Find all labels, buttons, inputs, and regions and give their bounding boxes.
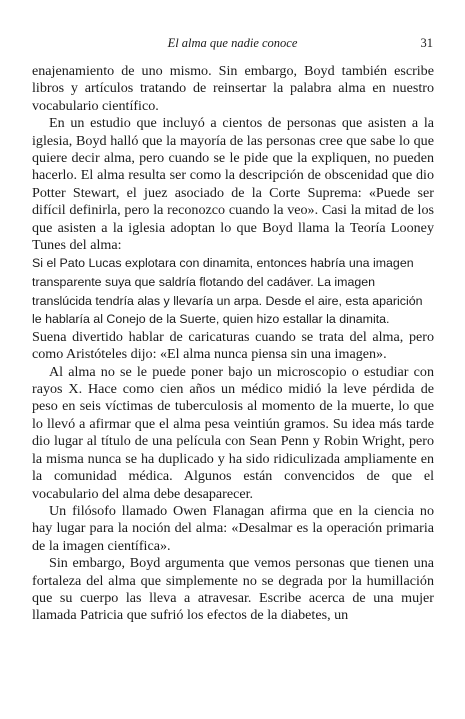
block-quote: Si el Pato Lucas explotara con dinamita, entonces habría una imagen transparente suya que saldría flotando del cadáver. La imagen translúcida tendría alas y llevaría un arpa. Desde el aire, esta aparición le hablaría al Conejo de la Suerte, quien hizo estallar la dinamita. xyxy=(32,256,423,327)
page-number: 31 xyxy=(420,36,433,50)
body-text xyxy=(32,63,434,625)
running-title: El alma que nadie conoce xyxy=(167,36,298,50)
paragraph-1: enajenamiento de uno mismo. Sin embargo, Boyd también escribe libros y artículos tratando de reinsertar la palabra alma en nuestro vocabulario científico. xyxy=(32,63,434,114)
page-header xyxy=(0,36,465,52)
paragraph-3: Suena divertido hablar de caricaturas cuando se trata del alma, pero como Aristóteles dijo: «El alma nunca piensa sin una imagen». xyxy=(32,328,434,363)
paragraph-6: Sin embargo, Boyd argumenta que vemos personas que tienen una fortaleza del alma que simplemente no se degrada por la humillación que su cuerpo las lleva a atravesar. Escribe acerca de una mujer llamada Patricia que sufrió los efectos de la diabetes, un xyxy=(32,555,434,624)
paragraph-5: Un filósofo llamado Owen Flanagan afirma que en la ciencia no hay lugar para la noción del alma: «Desalmar es la operación primaria de la imagen científica». xyxy=(32,502,434,554)
paragraph-2: En un estudio que incluyó a cientos de personas que asisten a la iglesia, Boyd halló que la mayoría de las personas cree que sabe lo que quiere decir alma, pero cuando se le pide que la expliquen, no pueden hacerlo. El alma resulta ser como la descripción de obscenidad que dio Potter Stewart, el juez asociado de la Corte Suprema: «Puede ser difícil definirla, pero la reconozco cuando la veo». Casi la mitad de los que asisten a la iglesia adoptan lo que Boyd llama la Teoría Looney Tunes del alma: xyxy=(32,115,434,254)
paragraph-4: Al alma no se le puede poner bajo un microscopio o estudiar con rayos X. Hace como cien años un médico midió la leve pérdida de peso en seis víctimas de tuberculosis al momento de la muerte, lo que lo llevó a afirmar que el alma pesa veintiún gramos. Su idea más tarde dio lugar al título de una película con Sean Penn y Robin Wright, pero la misma nunca se ha duplicado y ha sido ridiculizada ampliamente en la comunidad médica. Algunos están convencidos de que el vocabulario del alma debe desaparecer. xyxy=(32,363,434,502)
